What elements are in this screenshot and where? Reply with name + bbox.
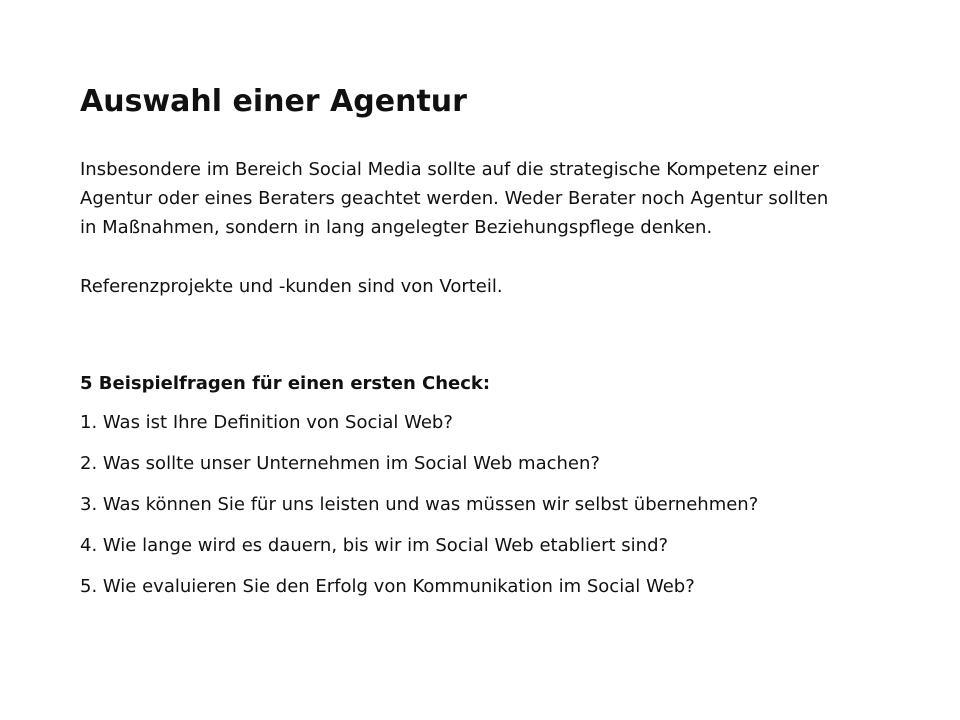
- reference-note: Referenzprojekte und -kunden sind von Vorteil.: [80, 276, 503, 297]
- intro-paragraph: [80, 155, 910, 242]
- intro-line: Agentur oder eines Beraters geachtet werden. Weder Berater noch Agentur sollten: [80, 188, 829, 209]
- intro-line: Insbesondere im Bereich Social Media sollte auf die strategische Kompetenz einer: [80, 159, 819, 180]
- checklist-heading: 5 Beispielfragen für einen ersten Check:: [80, 373, 491, 394]
- question-item: 4. Wie lange wird es dauern, bis wir im Social Web etabliert sind?: [80, 535, 669, 556]
- question-item: 2. Was sollte unser Unternehmen im Social Web machen?: [80, 453, 600, 474]
- question-item: 3. Was können Sie für uns leisten und was müssen wir selbst übernehmen?: [80, 494, 759, 515]
- slide-title: Auswahl einer Agentur: [80, 84, 467, 119]
- question-list: [80, 408, 758, 613]
- question-item: 5. Wie evaluieren Sie den Erfolg von Kommunikation im Social Web?: [80, 576, 695, 597]
- question-item: 1. Was ist Ihre Definition von Social Web?: [80, 412, 453, 433]
- intro-line: in Maßnahmen, sondern in lang angelegter Beziehungspflege denken.: [80, 217, 713, 238]
